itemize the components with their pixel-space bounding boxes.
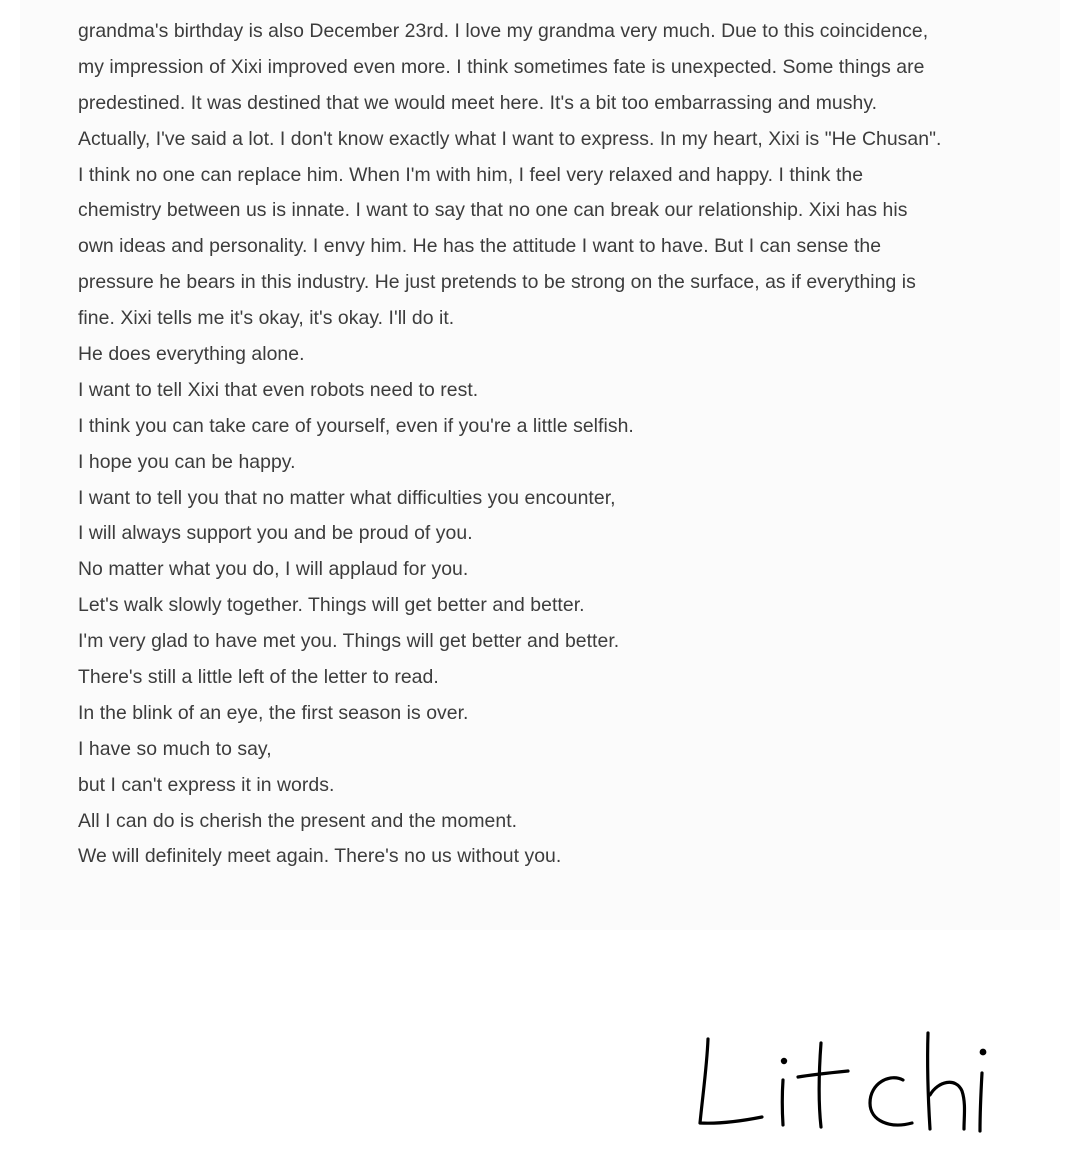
letter-line: Actually, I've said a lot. I don't know exactly what I want to express. In my heart, Xixi is "He Chusan". — [78, 127, 942, 150]
letter-line: He does everything alone. — [78, 343, 305, 366]
letter-panel — [20, 0, 1060, 930]
letter-line: pressure he bears in this industry. He just pretends to be strong on the surface, as if everything is — [78, 271, 916, 294]
letter-line: In the blink of an eye, the first season is over. — [78, 701, 469, 724]
letter-line: my impression of Xixi improved even more. I think sometimes fate is unexpected. Some things are — [78, 55, 925, 78]
letter-line: Let's walk slowly together. Things will get better and better. — [78, 594, 585, 617]
letter-line: I think no one can replace him. When I'm with him, I feel very relaxed and happy. I think the — [78, 163, 864, 186]
letter-line: I will always support you and be proud of you. — [78, 522, 473, 545]
letter-line: I have so much to say, — [78, 737, 272, 760]
letter-line: fine. Xixi tells me it's okay, it's okay. I'll do it. — [78, 307, 455, 330]
letter-line: I hope you can be happy. — [78, 450, 296, 473]
letter-line: but I can't express it in words. — [78, 773, 335, 796]
letter-line: No matter what you do, I will applaud for you. — [78, 558, 469, 581]
letter-line: grandma's birthday is also December 23rd. I love my grandma very much. Due to this coincidence, — [78, 20, 929, 42]
letter-line: chemistry between us is innate. I want to say that no one can break our relationship. Xixi has his — [78, 199, 908, 222]
letter-line: I want to tell Xixi that even robots need to rest. — [78, 378, 479, 401]
letter-line: I'm very glad to have met you. Things will get better and better. — [78, 630, 620, 653]
letter-line: There's still a little left of the letter to read. — [78, 666, 439, 689]
letter-line: predestined. It was destined that we would meet here. It's a bit too embarrassing and mushy. — [78, 91, 878, 114]
letter-line: All I can do is cherish the present and the moment. — [78, 809, 518, 832]
letter-line: We will definitely meet again. There's no us without you. — [78, 845, 562, 868]
letter-body — [78, 14, 1068, 875]
handwritten-signature — [690, 1025, 1000, 1140]
letter-line: I want to tell you that no matter what difficulties you encounter, — [78, 486, 616, 509]
letter-line: own ideas and personality. I envy him. He has the attitude I want to have. But I can sense the — [78, 235, 882, 258]
letter-line: I think you can take care of yourself, even if you're a little selfish. — [78, 414, 634, 437]
